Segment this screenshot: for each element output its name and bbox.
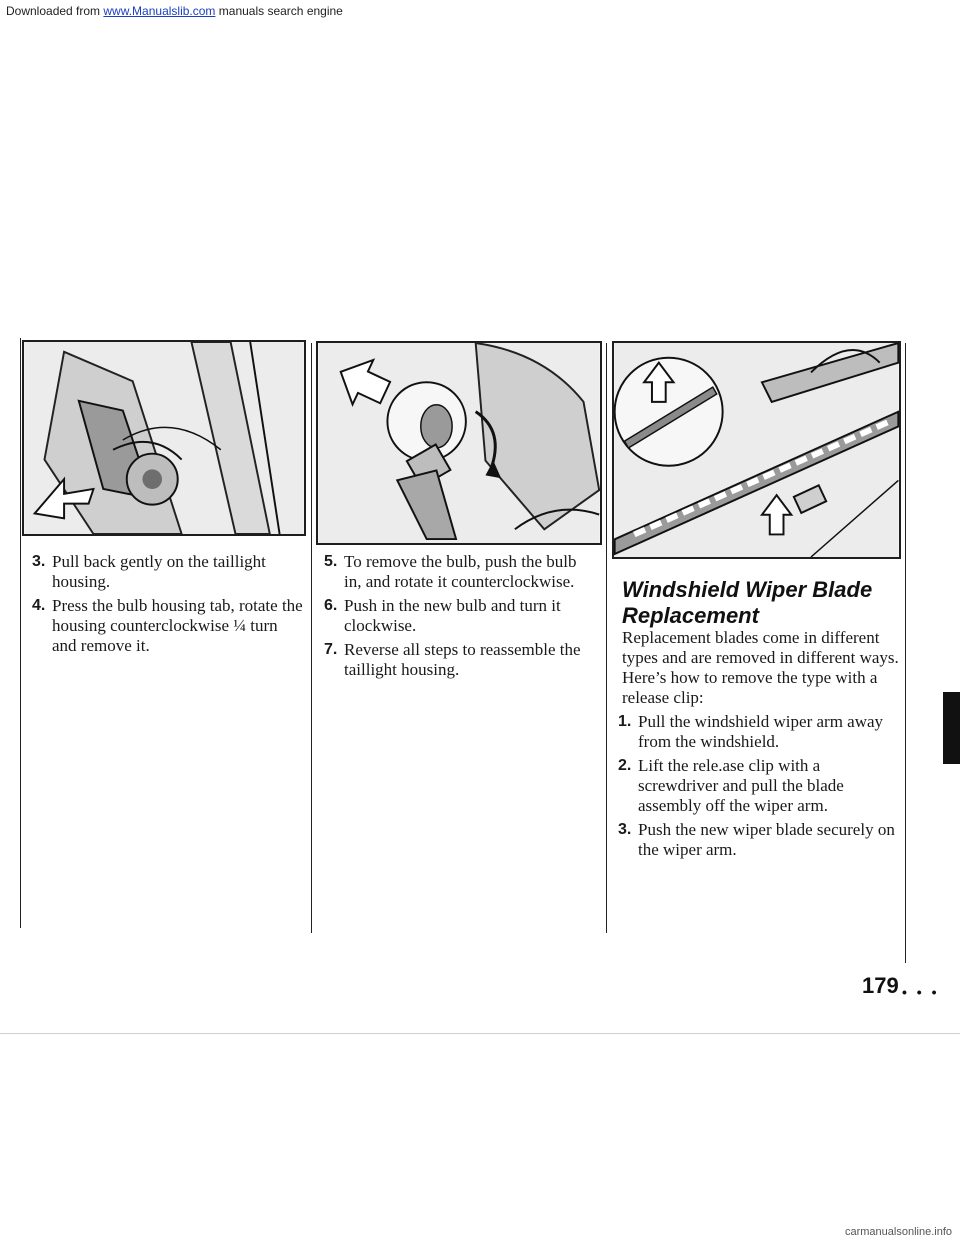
step-number: 5. <box>324 553 338 570</box>
manual-page <box>0 28 960 1068</box>
magnifier-inset-icon <box>615 358 723 466</box>
column-divider-2 <box>606 343 607 933</box>
step-number: 6. <box>324 597 338 614</box>
step-number: 2. <box>618 757 632 774</box>
wiper-blade-illustration <box>612 341 901 559</box>
section-title: Windshield Wiper Blade Replacement <box>622 577 873 628</box>
page-number: 179 <box>862 973 899 998</box>
step-text: Pull back gently on the taillight housing. <box>52 552 266 591</box>
step-3 <box>28 552 304 592</box>
bulb-illustration-drawing <box>318 343 600 543</box>
manualslib-link[interactable]: www.Manualslib.com <box>103 4 216 18</box>
watermark: carmanualsonline.info <box>844 1226 952 1238</box>
step-text: Lift the rele.ase clip with a screwdriver and pull the blade assembly off the wiper arm. <box>638 756 844 815</box>
download-banner <box>0 0 960 22</box>
column2-steps <box>320 552 596 684</box>
step-6 <box>320 596 596 636</box>
column1-steps <box>28 552 304 660</box>
intro-paragraph: Replacement blades come in different types and are removed in different ways. Here’s how to remove the type with a release clip: <box>622 628 899 707</box>
step-text: Pull the windshield wiper arm away from the windshield. <box>638 712 884 751</box>
step-text: Reverse all steps to reassemble the taillight housing. <box>344 640 581 679</box>
banner-prefix: Downloaded from <box>6 4 104 18</box>
page-dots: • • • <box>902 984 940 1000</box>
step-number: 1. <box>618 713 632 730</box>
step-text: To remove the bulb, push the bulb in, and rotate it counterclockwise. <box>344 552 577 591</box>
taillight-illustration-drawing <box>24 342 304 534</box>
step-number: 3. <box>32 553 46 570</box>
step-text: Push in the new bulb and turn it clockwise. <box>344 596 561 635</box>
bulb-removal-illustration <box>316 341 602 545</box>
step-text: Press the bulb housing tab, rotate the housing counterclockwise ¼ turn and remove it. <box>52 596 303 655</box>
step-text: Push the new wiper blade securely on the wiper arm. <box>638 820 895 859</box>
wiper-step-2 <box>614 756 902 816</box>
step-4 <box>28 596 304 656</box>
column-divider-1 <box>311 343 312 933</box>
column3-steps <box>614 712 902 864</box>
step-number: 7. <box>324 641 338 658</box>
step-7 <box>320 640 596 680</box>
wiper-step-1 <box>614 712 902 752</box>
banner-suffix: manuals search engine <box>215 4 343 18</box>
step-5 <box>320 552 596 592</box>
wiper-step-3 <box>614 820 902 860</box>
wiper-illustration-drawing <box>614 343 899 557</box>
column-divider-right <box>905 343 906 963</box>
section-thumb-tab <box>943 692 960 764</box>
column-divider-left <box>20 338 21 928</box>
step-number: 4. <box>32 597 46 614</box>
step-number: 3. <box>618 821 632 838</box>
taillight-housing-illustration <box>22 340 306 536</box>
page-bottom-rule <box>0 1033 960 1034</box>
